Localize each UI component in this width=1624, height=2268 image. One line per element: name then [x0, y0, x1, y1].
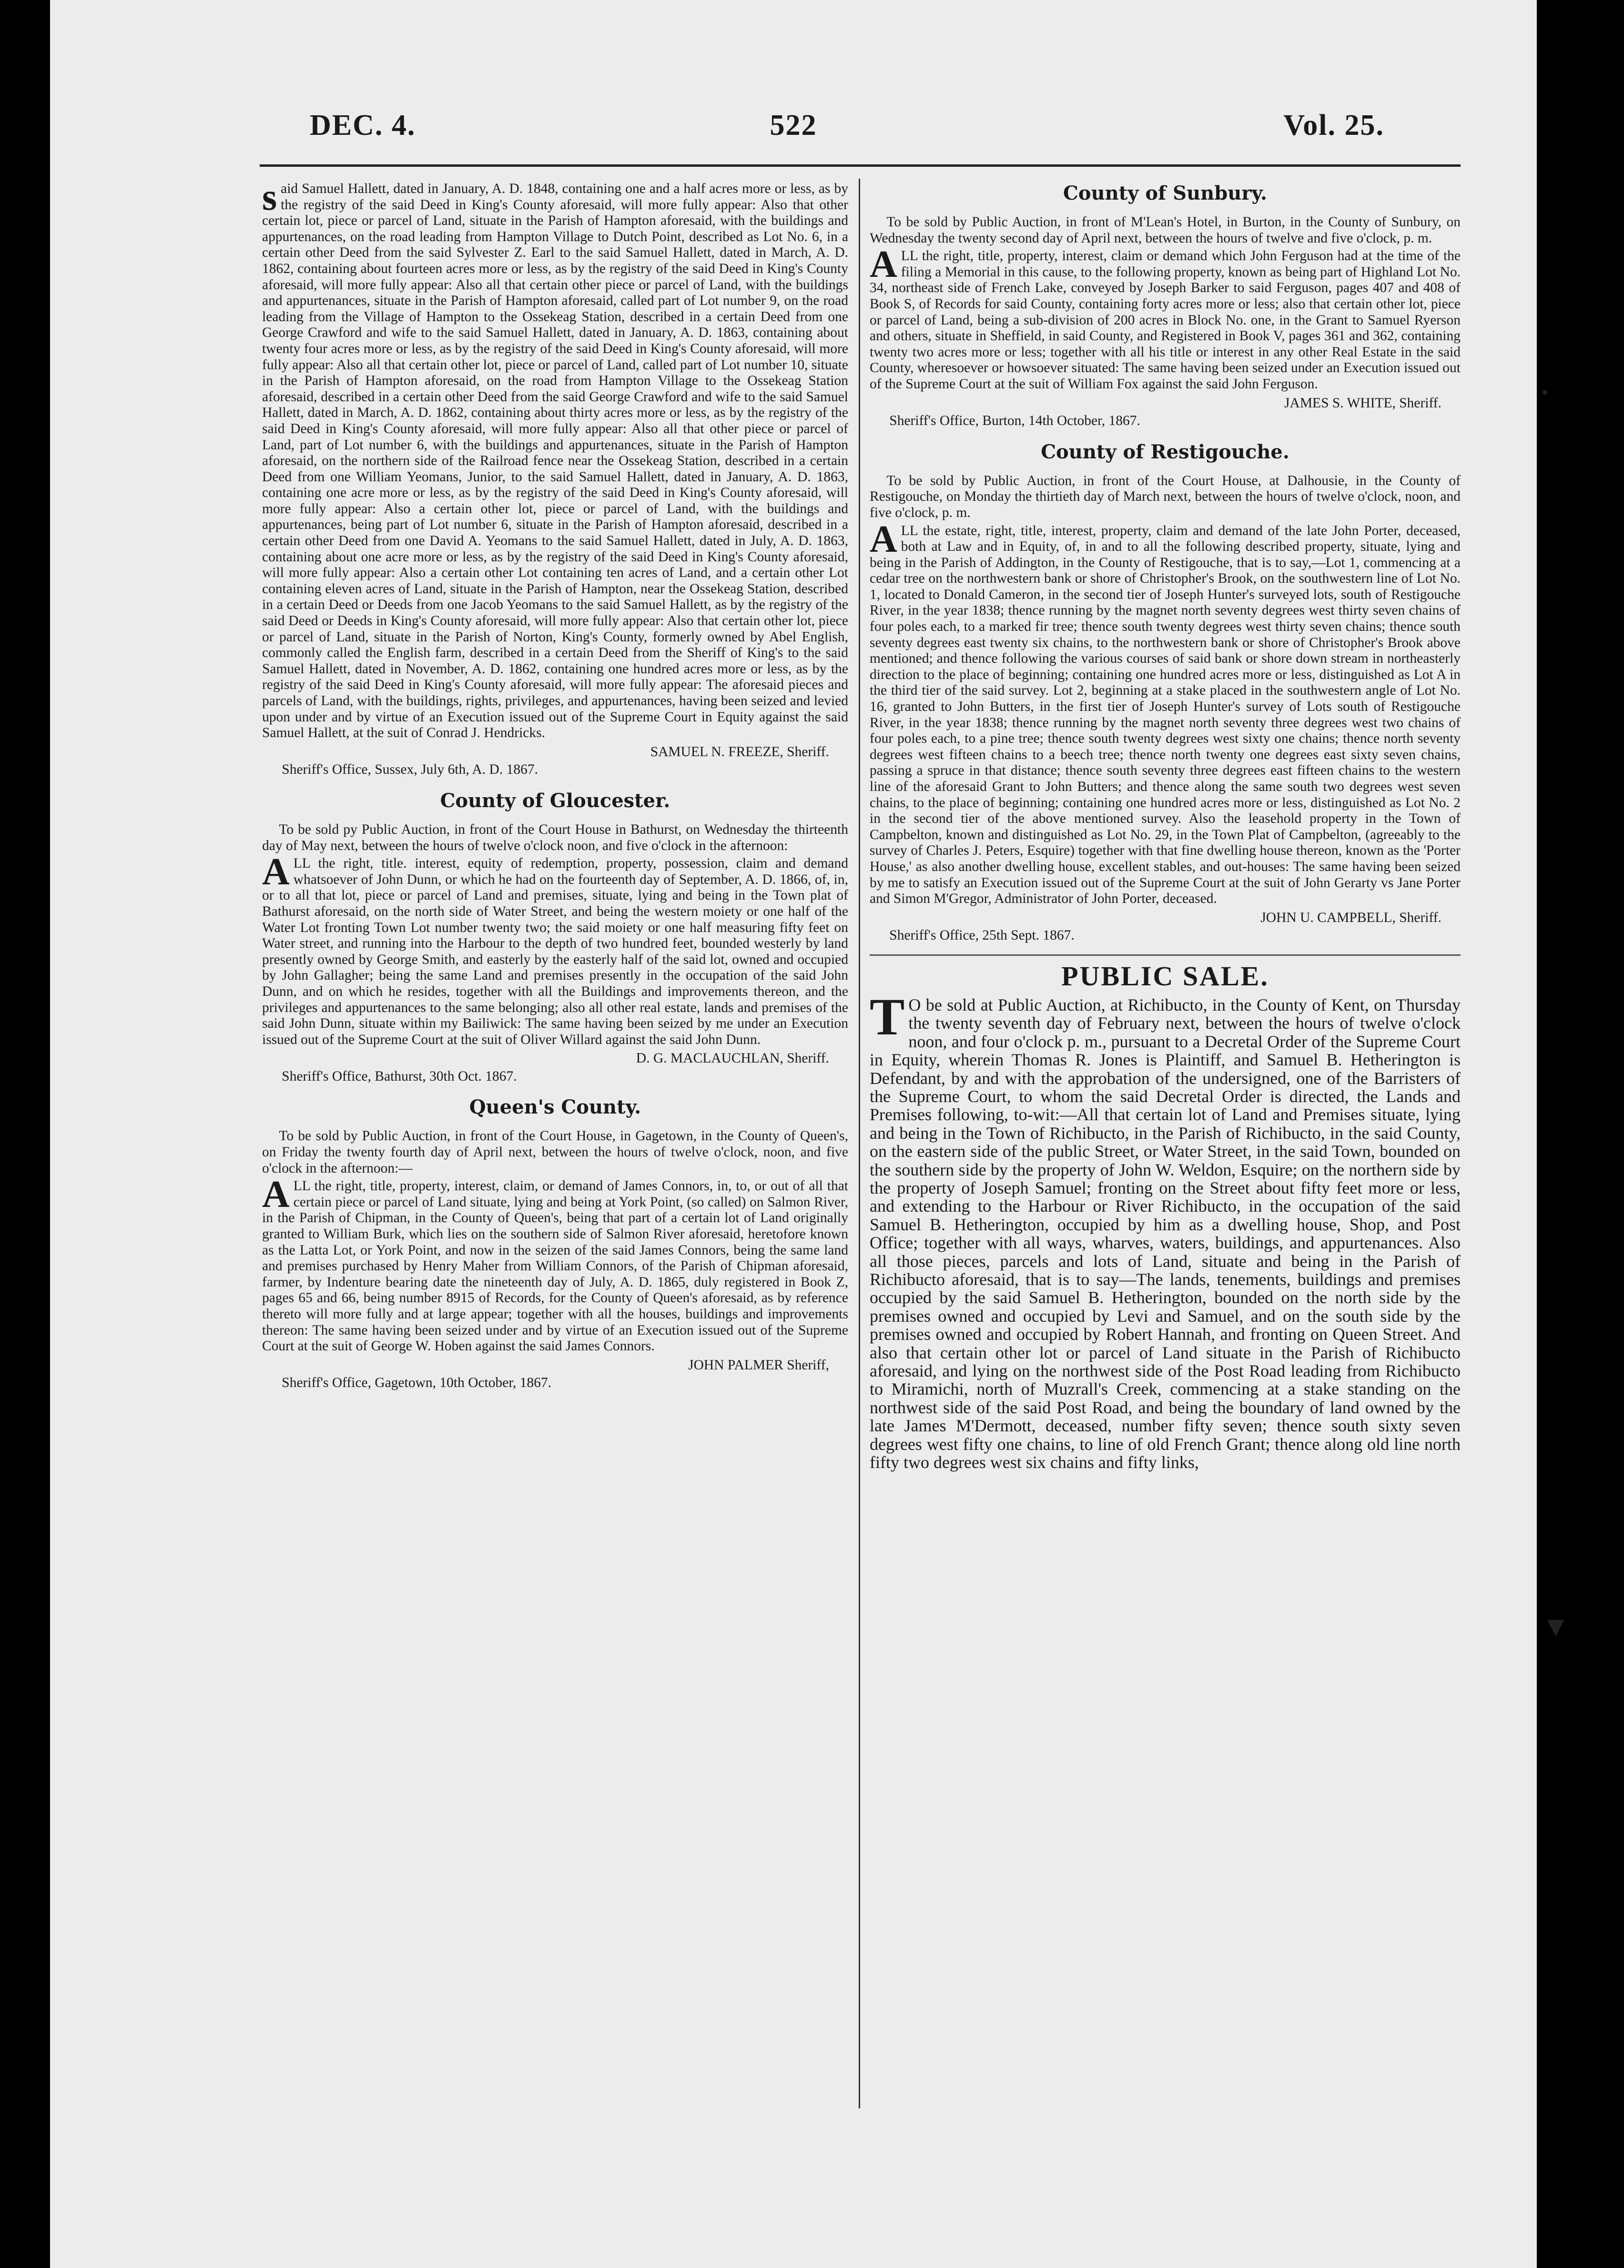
gloucester-body: ALL the right, title. interest, equity of redemption, property, possession, claim and demand whatsoever of John Dunn, or which he had on the fourteenth day of September, A. D. 1866, of, in, or to all that lot, piece or parcel of Land and premises, situate, lying and being in the Town plat of Bathurst aforesaid, on the north side of Water Street, and being the western moiety or one half of the Water Lot fronting Town Lot number twenty two; the said moiety or one half measuring fifty feet on Water street, and running into the Harbour to the depth of two hundred feet, bounded westerly by land presently owned by George Smith, and easterly by the easterly half of the said lot, owned and occupied by John Gallagher; being the same Land and premises presently in the occupation of the said John Dunn, and on which he resides, together with all the Buildings and improvements thereon, and the privileges and appurtenances to the same belonging; also all other real estate, lands and premises of the said John Dunn, situate within my Bailiwick: The same having been seized by me under an Execution issued out of the Supreme Court at the suit of Oliver Willard against the said John Dunn. [262, 851, 848, 1047]
header-rule [260, 164, 1461, 167]
restigouche-signature: JOHN U. CAMPBELL, Sheriff. [1260, 910, 1441, 925]
page-header [50, 109, 1537, 152]
newspaper-page [50, 0, 1570, 2268]
sunbury-title: County of Sunbury. [1063, 182, 1267, 204]
restigouche-title: County of Restigouche. [1041, 440, 1289, 463]
sunbury-intro: To be sold by Public Auction, in front of M'Lean's Hotel, in Burton, in the County of Sunbury, on Wednesday the twenty second day of April next, between the hours of twelve and five o'clock, p. m. [870, 214, 1461, 246]
sunbury-signature: JAMES S. WHITE, Sheriff. [1284, 395, 1441, 411]
hallett-office: Sheriff's Office, Sussex, July 6th, A. D. 1867. [282, 762, 538, 778]
hallett-signature: SAMUEL N. FREEZE, Sheriff. [650, 744, 829, 759]
queens-signature: JOHN PALMER Sheriff, [688, 1357, 829, 1373]
sunbury-notice [870, 181, 1461, 429]
margin-arrow-icon: ▼ [1542, 1611, 1570, 1642]
restigouche-notice [870, 440, 1461, 944]
queens-body: ALL the right, title, property, interest, claim, or demand of James Connors, in, to, or out of all that certain piece or parcel of Land situate, lying and being at York Point, (so called) on Salmon River, in the Parish of Chipman, in the County of Queen's, being that part of a certain lot of Land originally granted to William Burk, which lies on the southern side of Salmon River aforesaid, heretofore known as the Latta Lot, or York Point, and now in the seizen of the said James Connors, being the same land and premises purchased by Henry Maher from William Connors, of the Parish of Chipman aforesaid, farmer, by Indenture bearing date the nineteenth day of July, A. D. 1865, duly registered in Book Z, pages 65 and 66, being number 8915 of Records, for the County of Queen's aforesaid, as by reference thereto will more fully and at large appear; together with all the houses, buildings and improvements thereon: The same having been seized under and by virtue of an Execution issued out of the Supreme Court at the suit of George W. Hoben against the said James Connors. [262, 1174, 848, 1354]
sunbury-body: ALL the right, title, property, interest, claim or demand which John Ferguson had at the time of the filing a Memorial in this cause, to the following property, known as being part of Highland Lot No. 34, northeast side of French Lake, conveyed by Joseph Barker to said Ferguson, pages 407 and 408 of Book S, of Records for said County, containing forty acres more or less; also that certain other lot, piece or parcel of Land, being a sub-division of 200 acres in Block No. one, in the Grant to Samuel Ryerson and others, situate in Sheffield, in said County, and Registered in Book V, pages 361 and 362, containing twenty two acres more or less; together with all his title or interest in any other Real Estate in the said County, wheresoever or howsoever situated: The same having been seized under an Execution issued out of the Supreme Court at the suit of William Fox against the said John Ferguson. [870, 243, 1461, 392]
queens-intro: To be sold by Public Auction, in front of the Court House, in Gagetown, in the County of Queen's, on Friday the twenty fourth day of April next, between the hours of twelve o'clock, noon, and five o'clock in the afternoon:— [262, 1128, 848, 1176]
sunbury-office: Sheriff's Office, Burton, 14th October, 1867. [889, 413, 1140, 429]
restigouche-office: Sheriff's Office, 25th Sept. 1867. [889, 928, 1075, 943]
gloucester-signature: D. G. MACLAUCHLAN, Sheriff. [636, 1051, 829, 1066]
margin-dot-icon: • [1542, 382, 1549, 403]
right-column [870, 181, 1461, 2135]
restigouche-intro: To be sold by Public Auction, in front of the Court House, at Dalhousie, in the County of Restigouche, on Monday the thirtieth day of March next, between the hours of twelve o'clock, noon, and five o'clock, p. m. [870, 473, 1461, 520]
queens-notice [262, 1095, 848, 1391]
issue-date: DEC. 4. [310, 109, 416, 142]
gloucester-title: County of Gloucester. [440, 789, 670, 812]
hallett-notice [262, 176, 848, 778]
page-number: 522 [770, 109, 817, 142]
public-sale-notice [870, 961, 1461, 1472]
gloucester-office: Sheriff's Office, Bathurst, 30th Oct. 1867. [282, 1068, 517, 1084]
hallett-body: said Samuel Hallett, dated in January, A. D. 1848, containing one and a half acres more or less, as by the registry of the said Deed in King's County aforesaid, will more fully appear: Also that other certain lot, piece or parcel of Land, situate in the Parish of Hampton aforesaid, with the buildings and appurtenances, on the road leading from Hampton Village to Dutch Point, described as Lot No. 6, in a certain other Deed from the said Sylvester Z. Earl to the said Samuel Hallett, dated in March, A. D. 1862, containing about fourteen acres more or less, as by the registry of the said Deed in King's County aforesaid, will more fully appear: Also all that certain other piece or parcel of Land, with the buildings and appurtenances, situate in the Parish of Hampton aforesaid, called part of Lot number 9, on the road leading from the Village of Hampton to the Ossekeag Station, described in a certain Deed from one George Crawford and wife to the said Samuel Hallett, dated in January, A. D. 1863, containing about twenty four acres more or less, as by the registry of the said Deed in King's County aforesaid, will more fully appear: Also all that certain other lot, piece or parcel of Land, called part of Lot number 10, situate in the Parish of Hampton aforesaid, on the road from Hampton Village to the Ossekeag Station aforesaid, described in a certain other Deed from the said George Crawford and wife to the said Samuel Hallett, dated in March, A. D. 1862, containing about thirty acres more or less, as by the registry of the said Deed in King's County aforesaid, will more fully appear: Also all that other piece or parcel of Land, part of Lot number 6, with the buildings and appurtenances, situate in the Parish of Hampton aforesaid, on the northern side of the Railroad fence near the Ossekeag Station, described in a certain Deed from one William Yeomans, Junior, to the said Samuel Hallett, dated in January, A. D. 1863, containing one acre more or less, as by the registry of the said Deed in King's County aforesaid, will more fully appear: Also a certain other lot, piece or parcel of Land, with the buildings and appurtenances, being part of Lot number 6, situate in the Parish of Hampton aforesaid, described in a certain other Deed from one David A. Yeomans to the said Samuel Hallett, dated in July, A. D. 1863, containing about one acre more or less, as by the registry of the said Deed in King's County aforesaid, will more fully appear: Also a certain other Lot containing ten acres of Land, and a certain other Lot containing eleven acres of Land, situate in the Parish of Hampton, near the Ossekeag Station, described in a certain Deed or Deeds from one Jacob Yeomans to the said Samuel Hallett, as by the registry of the said Deed or Deeds in King's County aforesaid, will more fully appear: Also that certain other lot, piece or parcel of Land, situate in the Parish of Norton, King's County, formerly owned by Abel English, commonly called the English farm, described in a certain Deed from the Sheriff of King's to the said Samuel Hallett, dated in November, A. D. 1862, containing one hundred acres more or less, as by the registry of the said Deed in King's County aforesaid, will more fully appear: The aforesaid pieces and parcels of Land, with the buildings, rights, privileges, and appurtenances, having been seized and levied upon under and by virtue of an Execution issued out of the Supreme Court in Equity against the said Samuel Hallett, at the suit of Conrad J. Hendricks. [262, 176, 848, 741]
queens-office: Sheriff's Office, Gagetown, 10th October, 1867. [282, 1375, 552, 1391]
public-sale-title: PUBLIC SALE. [1061, 960, 1269, 992]
public-sale-rule [870, 954, 1461, 956]
column-divider [859, 179, 860, 2108]
gloucester-intro: To be sold py Public Auction, in front of the Court House in Bathurst, on Wednesday the thirteenth day of May next, between the hours of twelve o'clock noon, and five o'clock in the afternoon: [262, 821, 848, 853]
volume-number: Vol. 25. [1283, 109, 1384, 142]
gloucester-notice [262, 789, 848, 1085]
queens-title: Queen's County. [469, 1096, 641, 1119]
restigouche-body: ALL the estate, right, title, interest, property, claim and demand of the late John Porter, deceased, both at Law and in Equity, of, in and to all the following described property, situate, lying and being in the Parish of Addington, in the County of Restigouche, that is to say,—Lot 1, commencing at a cedar tree on the northwestern bank or shore of Christopher's Brook, on the southwestern line of Lot No. 1, located to Donald Cameron, in the second tier of Joseph Hunter's surveyed lots, south of Restigouche River, in the year 1838; thence running by the magnet north seventy degrees west thirty seven chains of four poles each, to a marked fir tree; thence south twenty degrees west thirty seven chains; thence south seventy degrees east twenty six chains, to the northwestern bank or shore of Christopher's Brook above mentioned; and thence following the various courses of said bank or shore down stream in northeasterly direction to the place of beginning; containing one hundred acres more or less, distinguished as Lot A in the third tier of the said survey. Lot 2, beginning at a stake placed in the southwestern angle of Lot No. 16, granted to John Butters, in the first tier of Joseph Hunter's survey of Lots south of Restigouche River, in the year 1838; thence running by the magnet north seventy three degrees west two chains of four poles each, to a pine tree; thence south twenty degrees west sixty one chains; thence north seventy degrees west fifteen chains to a beech tree; thence north twenty one degrees east sixty seven chains, passing a spruce in that distance; thence south seventy three degrees east fifteen chains to the western line of the aforesaid Grant to John Butters; and thence along the same south two degrees west seven chains, to the place of beginning; containing one hundred acres more or less, distinguished as Lot No. 2 in the second tier of the above mentioned survey. Also the leasehold property in the Town of Campbelton, known and distinguished as Lot No. 29, in the Town Plat of Campbelton, (agreeably to the survey of Charles J. Peters, Esquire) together with that fine dwelling house thereon, known as the 'Porter House,' as also another dwelling house, excellent stables, and out-houses: The same having been seized by me to satisfy an Execution issued out of the Supreme Court at the suit of John Gerarty vs Jane Porter and Simon M'Gregor, Administrator of John Porter, deceased. [870, 518, 1461, 907]
public-sale-body: TO be sold at Public Auction, at Richibucto, in the County of Kent, on Thursday the twenty seventh day of February next, between the hours of twelve o'clock noon, and four o'clock p. m., pursuant to a Decretal Order of the Supreme Court in Equity, wherein Thomas R. Jones is Plaintiff, and Samuel B. Hetherington is Defendant, by and with the approbation of the undersigned, one of the Barristers of the Supreme Court, to whom the said Decretal Order is directed, the Lands and Premises following, to-wit:—All that certain lot of Land and Premises situate, lying and being in the Town of Richibucto, in the Parish of Richibucto, in the said County, on the eastern side of the public Street, or Water Street, in the said Town, bounded on the southern side by the property of John W. Weldon, Esquire; on the northern side by the property of Joseph Samuel; fronting on the Street about fifty feet more or less, and extending to the Harbour or River Richibucto, in the occupation of the said Samuel B. Hetherington, occupied by him as a dwelling house, Shop, and Post Office; together with all ways, wharves, waters, buildings, and appurtenances. Also all those pieces, parcels and lots of Land, situate and being in the Parish of Richibucto aforesaid, that is to say—The lands, tenements, buildings and premises occupied by the said Samuel B. Hetherington, bounded on the north side by the premises owned and occupied by Levi and Samuel, and on the south side by the premises owned and occupied by Robert Hannah, and fronting on Queen Street. And also that certain other lot or parcel of Land situate in the Parish of Richibucto aforesaid, and lying on the northwest side of the Post Road leading from Richibucto to Miramichi, north of Muzrall's Creek, commencing at a stake standing on the northwest side of the said Post Road, and being the boundary of land owned by the late James M'Dermott, deceased, number fifty seven; thence south sixty seven degrees west fifty one chains, to line of old French Grant; thence along old line north fifty two degrees west six chains and fifty links, [870, 987, 1461, 1472]
left-column [262, 176, 848, 2135]
